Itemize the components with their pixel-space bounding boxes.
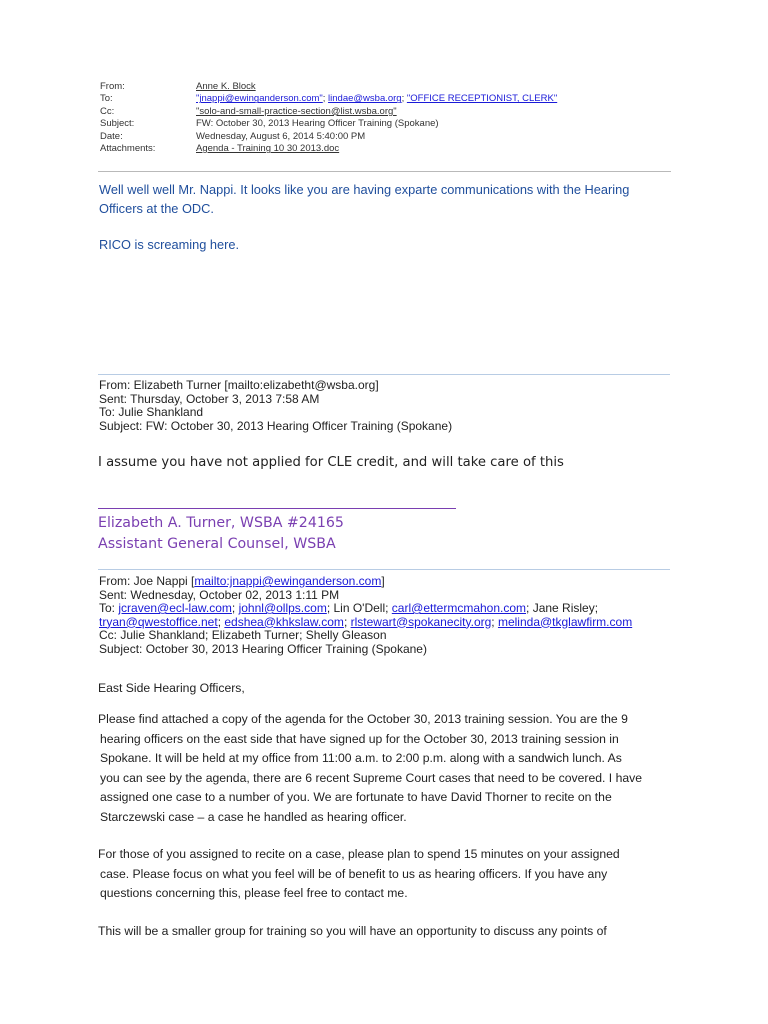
forward1-subject-row [99,420,452,434]
forward1-from-label: From: [99,378,131,392]
forward1-from-value: Elizabeth Turner [mailto:elizabetht@wsba.org] [130,378,379,392]
forward1-header [99,379,452,433]
attachments-label: Attachments: [100,143,156,155]
recipient-separator: ; Lin O'Dell; [326,601,392,615]
body-paragraph-1 [98,710,668,828]
forward1-subject-value: FW: October 30, 2013 Hearing Officer Training (Spokane) [142,418,453,433]
to-separator: ; [322,93,329,105]
forward2-subject-label: Subject: [99,641,143,656]
forward1-sent-value: Thursday, October 3, 2013 7:58 AM [127,391,320,406]
forward2-cc-value: Julie Shankland; Elizabeth Turner; Shelly Gleason [117,628,387,642]
forward1-from-row [99,379,452,393]
forward2-to-label: To: [99,601,116,615]
forward2-sent-label: Sent: [99,587,128,602]
recipient-separator: ; Jane Risley; [526,601,599,615]
reply-line: RICO is screaming here. [99,237,240,252]
recipient-link[interactable]: edshea@khkslaw.com [224,614,344,629]
attachment-link[interactable]: Agenda - Training 10 30 2013.doc [196,143,340,155]
subject-label: Subject: [100,118,135,130]
header-from-row [100,81,557,93]
to-link-jnappi[interactable]: "jnappi@ewinganderson.com" [196,93,323,105]
forward2-sent-row [99,589,632,603]
email-header [100,81,557,155]
reply-line: Well well well Mr. Nappi. It looks like you are having exparte communications with the Hearing [99,182,630,197]
header-divider [98,171,671,172]
forward2-sent-value: Wednesday, October 02, 2013 1:11 PM [127,587,340,602]
body-line: This will be a smaller group for training so you will have an opportunity to discuss any points of [98,924,607,938]
forward1-subject-label: Subject: [99,418,143,433]
cc-link[interactable]: "solo-and-small-practice-section@list.wsba.org" [196,105,397,117]
forward1-to-value: Julie Shankland [115,405,204,419]
forward1-note: I assume you have not applied for CLE credit, and will take care of this [98,455,564,470]
recipient-link[interactable]: johnl@ollps.com [238,601,327,615]
forward2-subject-row [99,643,632,657]
reply-message [99,180,659,254]
recipient-separator: ; [231,601,239,615]
forward2-from-label: From: [99,574,131,588]
recipient-link[interactable]: tryan@qwestoffice.net [99,614,218,629]
forward1-sent-row [99,393,452,407]
reply-line: Officers at the ODC. [99,201,214,216]
forward2-to-row [99,602,632,616]
recipient-separator: ; [491,614,498,629]
recipient-link[interactable]: carl@ettermcmahon.com [391,601,527,615]
to-link-lindae[interactable]: lindae@wsba.org [328,93,402,105]
body-paragraph-3 [98,922,668,942]
forward2-from-link[interactable]: mailto:jnappi@ewinganderson.com [194,574,382,588]
forward2-to-row-2 [99,616,632,630]
to-separator: ; [401,93,407,105]
forward2-subject-value: October 30, 2013 Hearing Officer Training (Spokane) [142,641,427,656]
body-line: assigned one case to a number of you. We are fortunate to have David Thorner to recite on the [100,790,612,805]
header-to-row [100,93,557,105]
to-link-clerk[interactable]: "OFFICE RECEPTIONIST, CLERK" [406,93,558,105]
header-subject-row [100,118,557,130]
body-line: questions concerning this, please feel free to contact me. [100,886,408,901]
body-line: For those of you assigned to recite on a case, please plan to spend 15 minutes on your assigned [98,847,620,861]
header-attachments-row [100,143,557,155]
forward2-cc-label: Cc: [99,628,117,642]
header-date-row [100,131,557,143]
date-value: Wednesday, August 6, 2014 5:40:00 PM [196,130,366,142]
body-line: case. Please focus on what you feel will be of benefit to us as hearing officers. If you have any [100,866,608,881]
signature-title: Assistant General Counsel, WSBA [98,536,336,552]
body-paragraph-2 [98,845,668,904]
signature-name: Elizabeth A. Turner, WSBA #24165 [98,515,344,531]
to-label: To: [100,93,113,105]
from-link[interactable]: Anne K. Block [196,81,256,92]
recipient-link[interactable]: rlstewart@spokanecity.org [350,614,492,629]
body-line: hearing officers on the east side that have signed up for the October 30, 2013 training session in [100,731,619,746]
forward1-to-label: To: [99,405,116,419]
header-cc-row [100,106,557,118]
recipient-link[interactable]: melinda@tkglawfirm.com [497,614,633,629]
forward2-cc-row [99,629,632,643]
forward1-sent-label: Sent: [99,391,128,406]
forward2-from-name: Joe Nappi [ [130,574,195,588]
cc-label: Cc: [100,105,115,117]
signature-block [98,513,344,555]
recipient-separator: ; [343,614,351,629]
signature-divider [98,508,456,509]
body-line: you can see by the agenda, there are 6 recent Supreme Court cases that need to be covered. I have [100,770,643,785]
forward2-from-row [99,575,632,589]
body-line: Spokane. It will be held at my office from 11:00 a.m. to 2:00 p.m. along with a sandwich lunch. As [100,751,622,766]
recipient-separator: ; [217,614,225,629]
forward1-to-row [99,406,452,420]
body-line: Please find attached a copy of the agenda for the October 30, 2013 training session. You are the 9 [98,712,628,726]
body-greeting: East Side Hearing Officers, [98,681,245,695]
forward-divider [98,569,670,570]
date-label: Date: [100,130,123,142]
forward2-header [99,575,632,656]
from-label: From: [100,81,125,92]
forward-divider [98,374,670,375]
forward2-from-end: ] [381,574,385,588]
subject-value: FW: October 30, 2013 Hearing Officer Training (Spokane) [196,118,439,130]
recipient-link[interactable]: jcraven@ecl-law.com [118,601,232,615]
body-line: Starczewski case – a case he handled as hearing officer. [100,809,407,824]
